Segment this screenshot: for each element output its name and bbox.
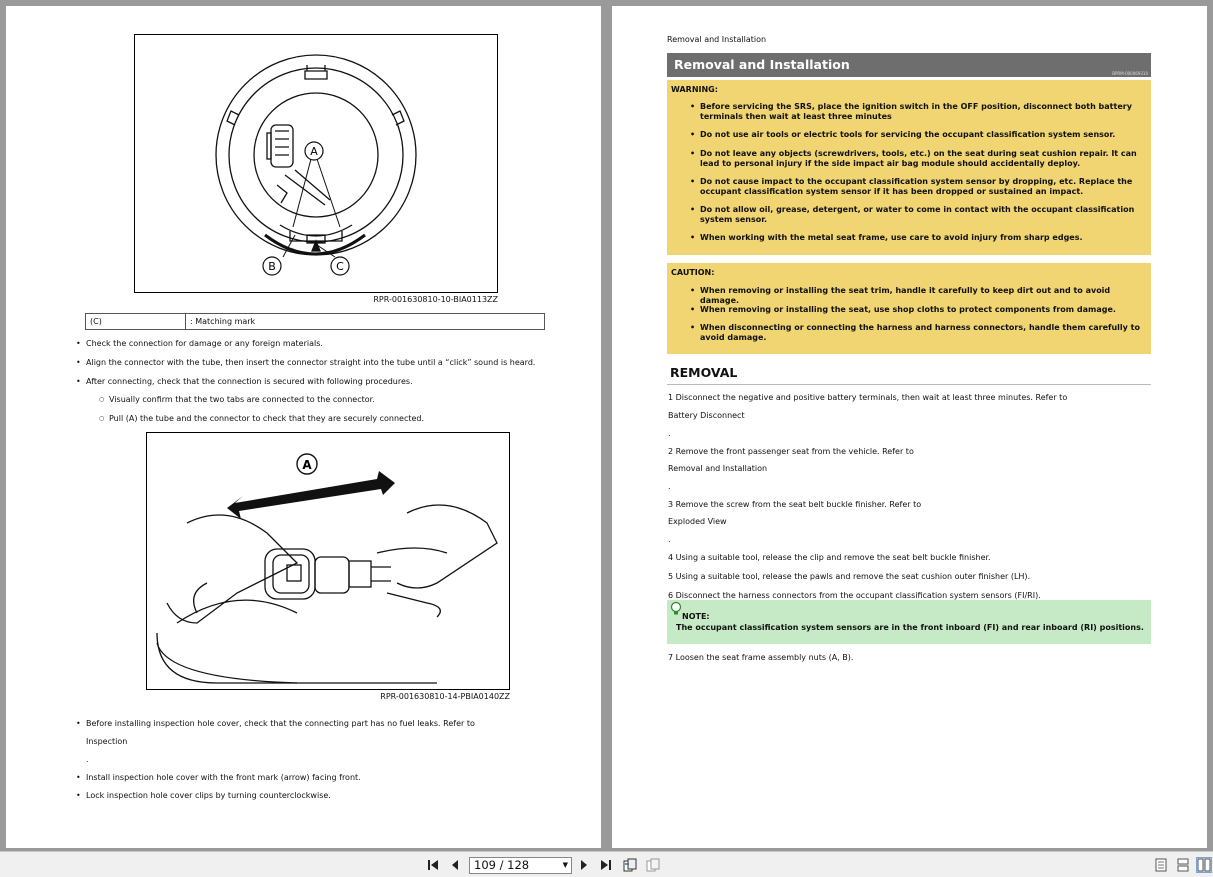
figure1-label-a: A: [310, 145, 318, 158]
removal-heading: REMOVAL: [667, 365, 1151, 385]
single-page-view-icon[interactable]: [1153, 857, 1169, 873]
right-page: [612, 6, 1207, 848]
step-4: 4 Using a suitable tool, release the clip and remove the seat belt buckle finisher.: [668, 553, 991, 562]
left-page: [6, 6, 601, 848]
separator-dot: .: [668, 482, 671, 491]
previous-view-icon[interactable]: [622, 857, 638, 873]
caution-title: CAUTION:: [671, 268, 715, 277]
inspection-link[interactable]: Inspection: [86, 737, 128, 746]
page-number-input[interactable]: [469, 857, 572, 874]
mark-value: : Matching mark: [186, 314, 545, 330]
removal-installation-link[interactable]: Removal and Installation: [668, 464, 768, 473]
chevron-down-icon[interactable]: ▼: [562, 861, 568, 869]
caution-box: [667, 263, 1151, 354]
warning-item: • Do not cause impact to the occupant classification system sensor by dropping, etc. Replace the occupant classification system sensor if it has been dropped or sustained an impact.: [690, 177, 1133, 196]
warning-box: [667, 80, 1151, 255]
step-3: 3 Remove the screw from the seat belt buckle finisher. Refer to: [668, 500, 922, 509]
step-2: 2 Remove the front passenger seat from the vehicle. Refer to: [668, 447, 914, 456]
list-item: • Align the connector with the tube, then insert the connector straight into the tube until a “click” sound is heard.: [76, 358, 536, 367]
separator-dot: .: [86, 755, 89, 764]
page-header: Removal and Installation: [667, 35, 767, 44]
list-item: • Before installing inspection hole cover, check that the connecting part has no fuel leaks. Refer to: [76, 719, 475, 728]
warning-item: • Do not use air tools or electric tools for servicing the occupant classification system sensor.: [690, 130, 1116, 139]
lightbulb-icon: [670, 602, 682, 618]
previous-page-icon[interactable]: [447, 857, 463, 873]
note-box: [667, 600, 1151, 644]
list-item: • Lock inspection hole cover clips by turning counterclockwise.: [76, 791, 331, 800]
list-item: ○ Visually confirm that the two tabs are connected to the connector.: [99, 395, 375, 404]
caution-item: • When disconnecting or connecting the harness and harness connectors, handle them carefully to avoid damage.: [690, 323, 1140, 342]
list-item: ○ Pull (A) the tube and the connector to check that they are securely connected.: [99, 414, 425, 423]
caution-item: • When removing or installing the seat trim, handle it carefully to keep dirt out and to avoid damage.: [690, 286, 1111, 305]
figure2-caption: RPR-001630810-14-PBIA0140ZZ: [380, 692, 510, 701]
warning-item: • Do not leave any objects (screwdrivers, tools, etc.) on the seat during seat cushion repair. It can lead to personal injury if the side impact air bag module should accidentally deploy.: [690, 149, 1137, 168]
first-page-icon[interactable]: [425, 857, 441, 873]
two-page-view-icon[interactable]: [1196, 857, 1212, 873]
list-item: • Install inspection hole cover with the front mark (arrow) facing front.: [76, 773, 361, 782]
next-view-icon[interactable]: [645, 857, 661, 873]
last-page-icon[interactable]: [598, 857, 614, 873]
separator-dot: .: [668, 535, 671, 544]
figure1-label-c: C: [336, 260, 344, 273]
figure2-label-a: A: [302, 458, 312, 472]
connector-pull-figure: [146, 432, 510, 690]
viewer-toolbar: [0, 851, 1213, 877]
figure1-caption: RPR-001630810-10-BIA0113ZZ: [373, 295, 498, 304]
matching-mark-table: [85, 313, 545, 330]
next-page-icon[interactable]: [576, 857, 592, 873]
exploded-view-link[interactable]: Exploded View: [668, 517, 727, 526]
caution-item: • When removing or installing the seat, use shop cloths to protect components from damage.: [690, 305, 1116, 314]
mark-key: (C): [86, 314, 186, 330]
continuous-view-icon[interactable]: [1175, 857, 1191, 873]
list-item: • Check the connection for damage or any foreign materials.: [76, 339, 323, 348]
warning-item: • When working with the metal seat frame, use care to avoid injury from sharp edges.: [690, 233, 1083, 242]
banner-title: Removal and Installation: [674, 57, 850, 72]
note-title: NOTE:: [682, 612, 710, 621]
section-banner: [667, 53, 1151, 77]
fuel-pump-top-figure: [134, 34, 498, 293]
warning-item: • Do not allow oil, grease, detergent, or water to come in contact with the occupant classification system sensor.: [690, 205, 1135, 224]
figure1-label-b: B: [268, 260, 276, 273]
step-1: 1 Disconnect the negative and positive battery terminals, then wait at least three minutes. Refer to: [668, 393, 1068, 402]
banner-code: BPRM-000069310: [1112, 71, 1148, 76]
step-7: 7 Loosen the seat frame assembly nuts (A, B).: [668, 653, 854, 662]
page-indicator: 109 / 128: [474, 858, 530, 872]
separator-dot: .: [668, 429, 671, 438]
battery-disconnect-link[interactable]: Battery Disconnect: [668, 411, 745, 420]
list-item: • After connecting, check that the connection is secured with following procedures.: [76, 377, 413, 386]
warning-title: WARNING:: [671, 85, 718, 94]
note-text: The occupant classification system sensors are in the front inboard (FI) and rear inboard (RI) positions.: [676, 623, 1144, 632]
step-6: 6 Disconnect the harness connectors from the occupant classification system sensors (FI/RI).: [668, 591, 1041, 600]
warning-item: • Before servicing the SRS, place the ignition switch in the OFF position, disconnect both battery terminals then wait at least three minutes: [690, 102, 1132, 121]
step-5: 5 Using a suitable tool, release the pawls and remove the seat cushion outer finisher (LH).: [668, 572, 1031, 581]
